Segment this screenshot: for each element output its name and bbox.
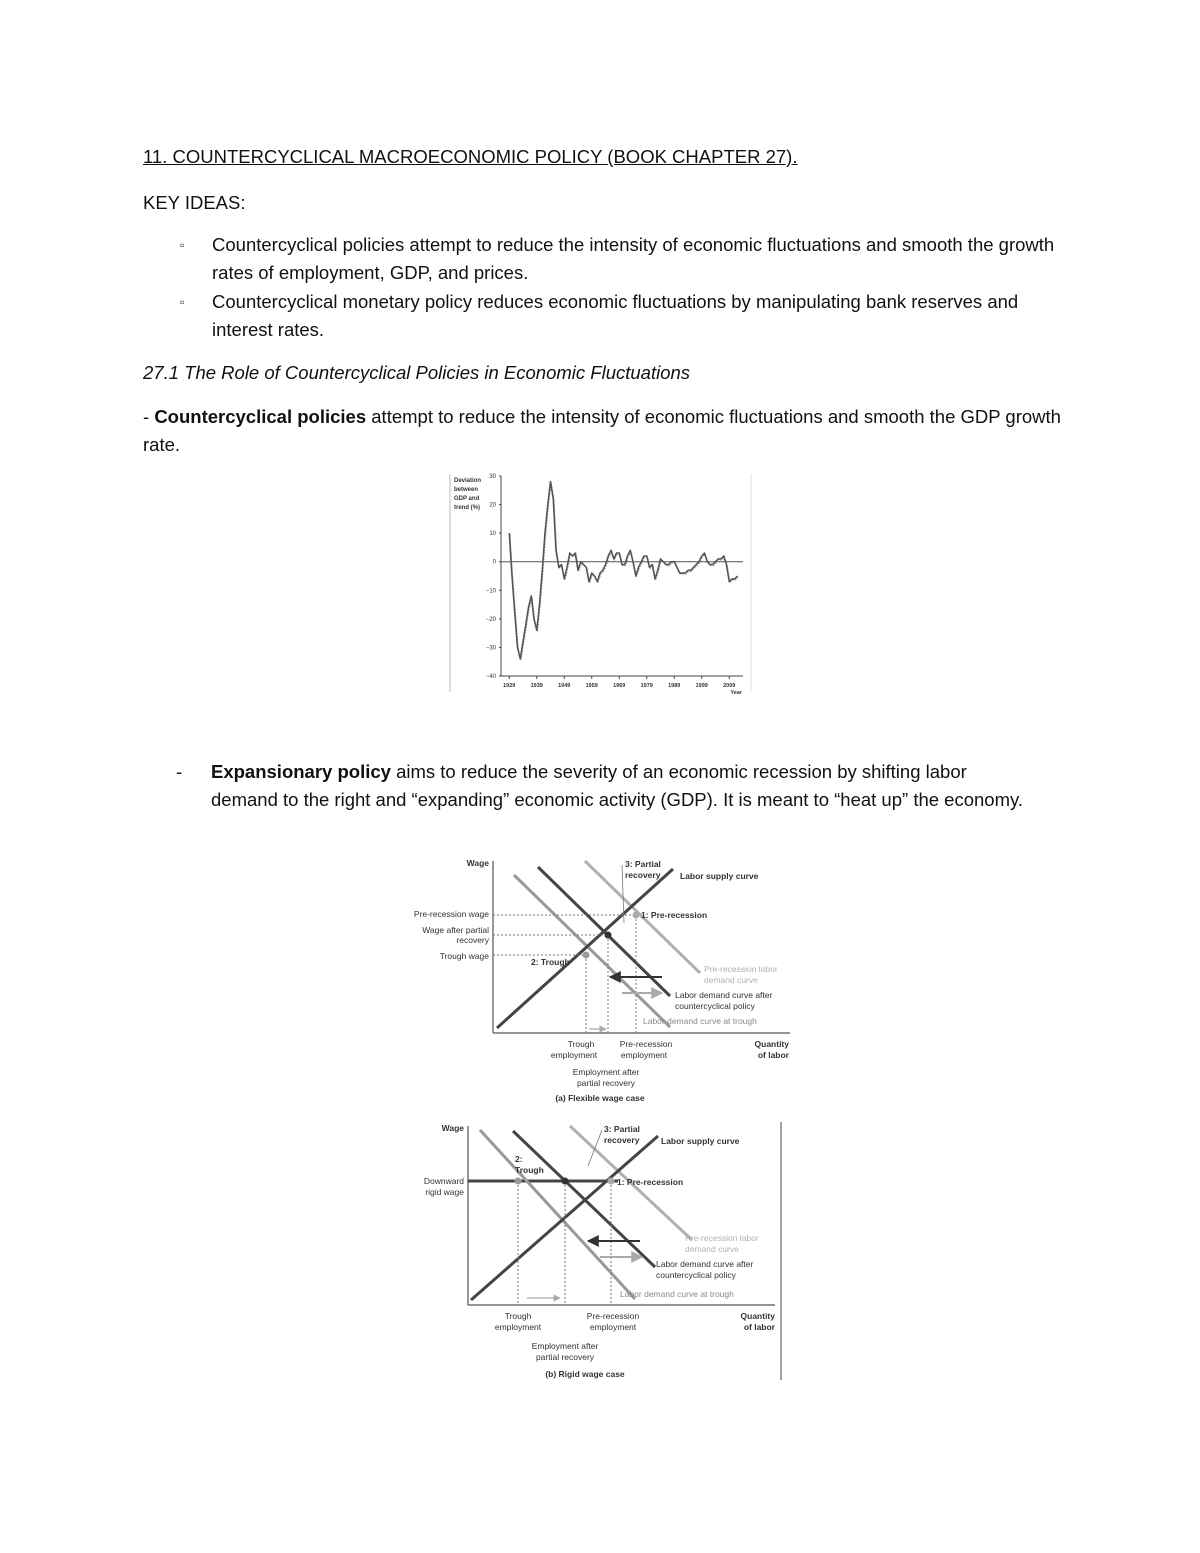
chart-y-tick-label: −40: [485, 674, 496, 680]
chart-x-tick-label: 1969: [613, 683, 626, 689]
partial-recovery-point: [605, 932, 612, 939]
chart-x-tick-label: 1959: [585, 683, 598, 689]
after-employment-label: Employment after: [531, 1341, 599, 1351]
supply-curve-label: Labor supply curve: [661, 1136, 740, 1146]
after-employment-label: Employment after: [572, 1067, 640, 1077]
pre-employment-label-2: employment: [620, 1050, 668, 1060]
pre-demand-label-2: demand curve: [685, 1244, 739, 1254]
chart-x-tick-label: 1999: [695, 683, 708, 689]
trough-point: [515, 1178, 522, 1185]
pre-employment-label-2: employment: [589, 1322, 637, 1332]
quantity-axis-label-2: of labor: [743, 1322, 775, 1332]
labor-market-rigid-wage-figure: [410, 1118, 810, 1380]
chart-x-tick-label: 1949: [558, 683, 571, 689]
trough-demand-label: Labor demand curve at trough: [620, 1289, 734, 1299]
document-heading: 11. COUNTERCYCLICAL MACROECONOMIC POLICY (BOOK CHAPTER 27).: [143, 146, 798, 167]
after-demand-label-2: countercyclical policy: [656, 1270, 736, 1280]
pre-demand-label: Pre-recession labor: [704, 964, 778, 974]
paragraph-countercyclical: [143, 403, 1063, 459]
chart-y-label-line: GDP and: [454, 496, 480, 502]
supply-curve-label: Labor supply curve: [680, 871, 759, 881]
trough-employment-label: Trough: [504, 1311, 532, 1321]
pre-recession-point: [633, 912, 640, 919]
chart-y-tick-label: 20: [489, 502, 496, 509]
chart-y-label-line: trend (%): [454, 505, 480, 511]
pre-employment-label: Pre-recession: [586, 1311, 640, 1321]
chart-y-label-line: between: [454, 487, 479, 493]
key-idea-text: Countercyclical policies attempt to reduce the intensity of economic fluctuations and smooth the growth rates of employment, GDP, and prices.: [212, 234, 1055, 283]
bullet-icon: ▫: [180, 295, 185, 309]
chart-series-line-trend: [510, 483, 738, 660]
after-demand-label-2: countercyclical policy: [675, 1001, 755, 1011]
chart-x-tick-label: 1929: [503, 683, 516, 689]
chart-y-ticks: [486, 474, 501, 680]
partial-recovery-label: 3: Partial: [625, 859, 661, 869]
wage-axis-label: Wage: [441, 1123, 464, 1133]
key-idea-item: [180, 288, 1060, 344]
bullet-icon: ▫: [180, 238, 185, 252]
partial-recovery-label: 3: Partial: [604, 1124, 640, 1134]
key-idea-text: Countercyclical monetary policy reduces economic fluctuations by manipulating bank reserves and interest rates.: [212, 291, 1019, 340]
key-ideas-label: KEY IDEAS:: [143, 192, 246, 213]
trough-point-label: 2: Trough: [531, 957, 570, 967]
partial-recovery-leader: [588, 1130, 602, 1166]
after-employment-label-2: partial recovery: [576, 1078, 636, 1088]
chart-series-line: [509, 482, 737, 659]
after-demand-label: Labor demand curve after: [675, 990, 773, 1000]
chart-y-tick-label: 30: [489, 474, 496, 480]
labor-market-flexible-wage-figure: [400, 853, 820, 1105]
trough-demand-label: Labor demand curve at trough: [643, 1016, 757, 1026]
chart-y-tick-label: −30: [485, 645, 496, 652]
pre-employment-label: Pre-recession: [619, 1039, 673, 1049]
para-bold-term: Countercyclical policies: [154, 406, 367, 427]
para-body: attempt to reduce the intensity of economic fluctuations and smooth the GDP growth rate.: [143, 406, 1061, 455]
pre-demand-label-2: demand curve: [704, 975, 758, 985]
chart-y-label-line: Deviation: [454, 478, 482, 484]
partial-recovery-label-2: recovery: [604, 1135, 640, 1145]
chart-x-tick-label: 1979: [640, 683, 653, 689]
trough-wage-label: Trough wage: [439, 951, 489, 961]
key-ideas-list: [180, 231, 1060, 345]
trough-employment-label: Trough: [567, 1039, 595, 1049]
trough-demand-curve: [514, 875, 670, 1027]
trough-employment-label-2: employment: [494, 1322, 542, 1332]
quantity-axis-label: Quantity: [740, 1311, 775, 1321]
quantity-axis-label-2: of labor: [757, 1050, 789, 1060]
pre-demand-label: Pre-recession labor: [685, 1233, 759, 1243]
wage-axis-label: Wage: [466, 858, 489, 868]
partial-recovery-label-2: recovery: [625, 870, 661, 880]
chart-y-tick-label: −10: [485, 588, 496, 595]
pre-recession-point-label: 1: Pre-recession: [617, 1177, 684, 1187]
pre-recession-wage-label: Pre-recession wage: [413, 909, 489, 919]
chart-y-tick-label: 0: [492, 559, 496, 566]
figure-a-caption: (a) Flexible wage case: [555, 1093, 645, 1103]
after-demand-label: Labor demand curve after: [656, 1259, 754, 1269]
quantity-axis-label: Quantity: [754, 1039, 789, 1049]
chart-x-tick-label: 2009: [723, 683, 736, 689]
para-body: aims to reduce the severity of an economic recession by shifting labor demand to the right and “expanding” economic activity (GDP). It is meant to “heat up” the economy.: [211, 761, 1024, 810]
section-title: 27.1 The Role of Countercyclical Policies in Economic Fluctuations: [143, 362, 691, 383]
key-idea-item: [180, 231, 1060, 287]
gdp-deviation-chart: [442, 468, 762, 700]
partial-recovery-point: [562, 1178, 569, 1185]
chart-series: [509, 482, 738, 660]
chart-y-axis-label: [454, 478, 481, 511]
wage-after-recovery-label: Wage after partial: [422, 925, 489, 935]
chart-x-ticks: [503, 676, 735, 689]
trough-employment-label-2: employment: [550, 1050, 598, 1060]
rigid-wage-label-2: rigid wage: [425, 1187, 464, 1197]
trough-point-label: 2:: [515, 1154, 523, 1164]
para-prefix: -: [143, 406, 155, 427]
after-employment-label-2: partial recovery: [535, 1352, 595, 1362]
trough-point: [583, 952, 590, 959]
trough-point-label-2: Trough: [515, 1165, 544, 1175]
chart-y-tick-label: 10: [489, 531, 496, 538]
pre-recession-point: [608, 1178, 615, 1185]
wage-after-recovery-label-2: recovery: [456, 935, 489, 945]
figure-b-caption: (b) Rigid wage case: [545, 1369, 625, 1379]
para-bold-term: Expansionary policy: [211, 761, 391, 782]
chart-x-tick-label: 1939: [530, 683, 543, 689]
expansionary-policy-text: [211, 758, 1031, 814]
chart-x-axis-label: Year: [730, 690, 742, 696]
chart-y-tick-label: −20: [485, 616, 496, 623]
rigid-wage-label: Downward: [423, 1176, 464, 1186]
dash-marker: -: [176, 761, 183, 782]
pre-recession-point-label: 1: Pre-recession: [641, 910, 708, 920]
chart-x-tick-label: 1989: [668, 683, 681, 689]
